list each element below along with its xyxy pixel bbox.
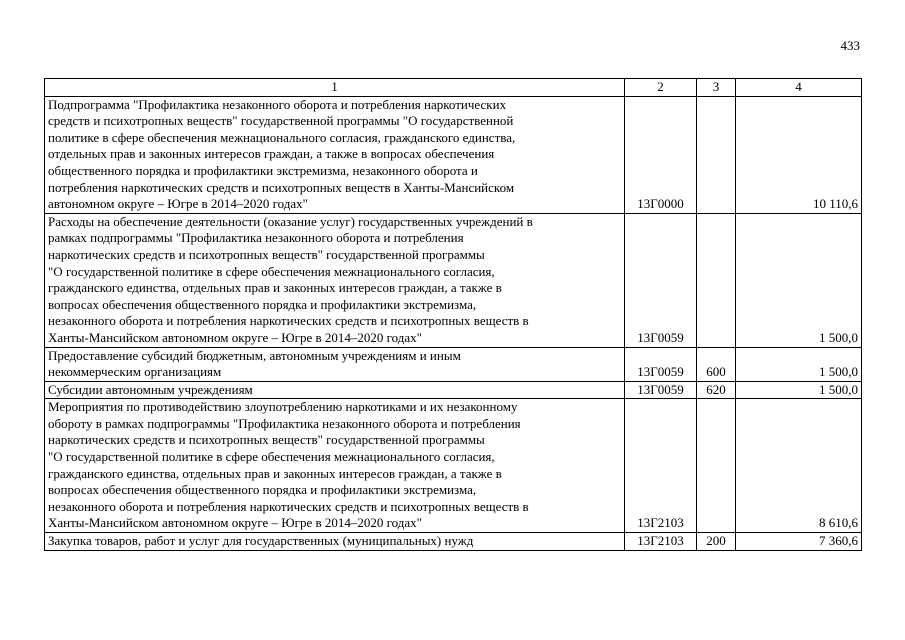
description-line: наркотических средств и психотропных веществ" государственной программы	[48, 432, 485, 448]
table-row	[45, 213, 862, 347]
column-header-4: 4	[736, 79, 862, 97]
row-description	[45, 533, 625, 551]
description-line: политике в сфере обеспечения межнационального согласия, гражданского единства,	[48, 129, 516, 145]
description-line: Ханты-Мансийском автономном округе – Югре в 2014–2020 годах"	[48, 515, 422, 531]
description-line: наркотических средств и психотропных веществ" государственной программы	[48, 246, 485, 262]
description-line: "О государственной политике в сфере обеспечения межнационального согласия,	[48, 263, 495, 279]
row-code: 13Г0059	[625, 381, 697, 399]
row-description	[45, 96, 625, 213]
description-line: обороту в рамках подпрограммы "Профилактика незаконного оборота и потребления	[48, 415, 521, 431]
row-description	[45, 347, 625, 381]
row-expense-type: 200	[697, 533, 736, 551]
description-line: Субсидии автономным учреждениям	[48, 381, 253, 397]
row-description	[45, 213, 625, 347]
description-line: Подпрограмма "Профилактика незаконного оборота и потребления наркотических	[48, 96, 507, 112]
row-code: 13Г0059	[625, 213, 697, 347]
description-line: Предоставление субсидий бюджетным, автономным учреждениям и иным	[48, 347, 461, 363]
description-line: незаконного оборота и потребления наркотических средств и психотропных веществ в	[48, 498, 529, 514]
table-row	[45, 381, 862, 399]
row-expense-type: 600	[697, 347, 736, 381]
budget-table	[44, 78, 862, 551]
description-line: незаконного оборота и потребления наркотических средств и психотропных веществ в	[48, 313, 529, 329]
row-code: 13Г2103	[625, 399, 697, 533]
table-row	[45, 399, 862, 533]
description-line: некоммерческим организациям	[48, 364, 222, 380]
table-body	[45, 96, 862, 550]
row-code: 13Г0000	[625, 96, 697, 213]
description-line: общественного порядка и профилактики экстремизма, незаконного оборота и	[48, 162, 478, 178]
row-description	[45, 399, 625, 533]
column-header-1: 1	[45, 79, 625, 97]
table-row	[45, 533, 862, 551]
description-line: автономном округе – Югре в 2014–2020 годах"	[48, 196, 308, 212]
description-line: вопросах обеспечения общественного порядка и профилактики экстремизма,	[48, 482, 477, 498]
description-line: Мероприятия по противодействию злоупотреблению наркотиками и их незаконному	[48, 399, 518, 415]
description-line: средств и психотропных веществ" государственной программы "О государственной	[48, 113, 514, 129]
row-amount: 1 500,0	[736, 381, 862, 399]
row-expense-type	[697, 96, 736, 213]
description-line: Ханты-Мансийском автономном округе – Югре в 2014–2020 годах"	[48, 329, 422, 345]
page-number: 433	[840, 38, 860, 53]
row-amount: 8 610,6	[736, 399, 862, 533]
row-code: 13Г0059	[625, 347, 697, 381]
row-code: 13Г2103	[625, 533, 697, 551]
description-line: отдельных прав и законных интересов граждан, а также в вопросах обеспечения	[48, 146, 495, 162]
table-row	[45, 96, 862, 213]
description-line: вопросах обеспечения общественного порядка и профилактики экстремизма,	[48, 296, 477, 312]
table-header-row	[45, 79, 862, 97]
row-amount: 10 110,6	[736, 96, 862, 213]
description-line: гражданского единства, отдельных прав и законных интересов граждан, а также в	[48, 465, 502, 481]
row-description	[45, 381, 625, 399]
row-expense-type: 620	[697, 381, 736, 399]
table-row	[45, 347, 862, 381]
column-header-3: 3	[697, 79, 736, 97]
row-amount: 1 500,0	[736, 213, 862, 347]
description-line: гражданского единства, отдельных прав и законных интересов граждан, а также в	[48, 280, 502, 296]
description-line: потребления наркотических средств и психотропных веществ в Ханты-Мансийском	[48, 179, 515, 195]
column-header-2: 2	[625, 79, 697, 97]
row-expense-type	[697, 213, 736, 347]
description-line: рамках подпрограммы "Профилактика незаконного оборота и потребления	[48, 230, 464, 246]
row-amount: 7 360,6	[736, 533, 862, 551]
description-line: "О государственной политике в сфере обеспечения межнационального согласия,	[48, 449, 495, 465]
row-expense-type	[697, 399, 736, 533]
row-amount: 1 500,0	[736, 347, 862, 381]
description-line: Закупка товаров, работ и услуг для государственных (муниципальных) нужд	[48, 533, 474, 549]
description-line: Расходы на обеспечение деятельности (оказание услуг) государственных учреждений в	[48, 213, 533, 229]
